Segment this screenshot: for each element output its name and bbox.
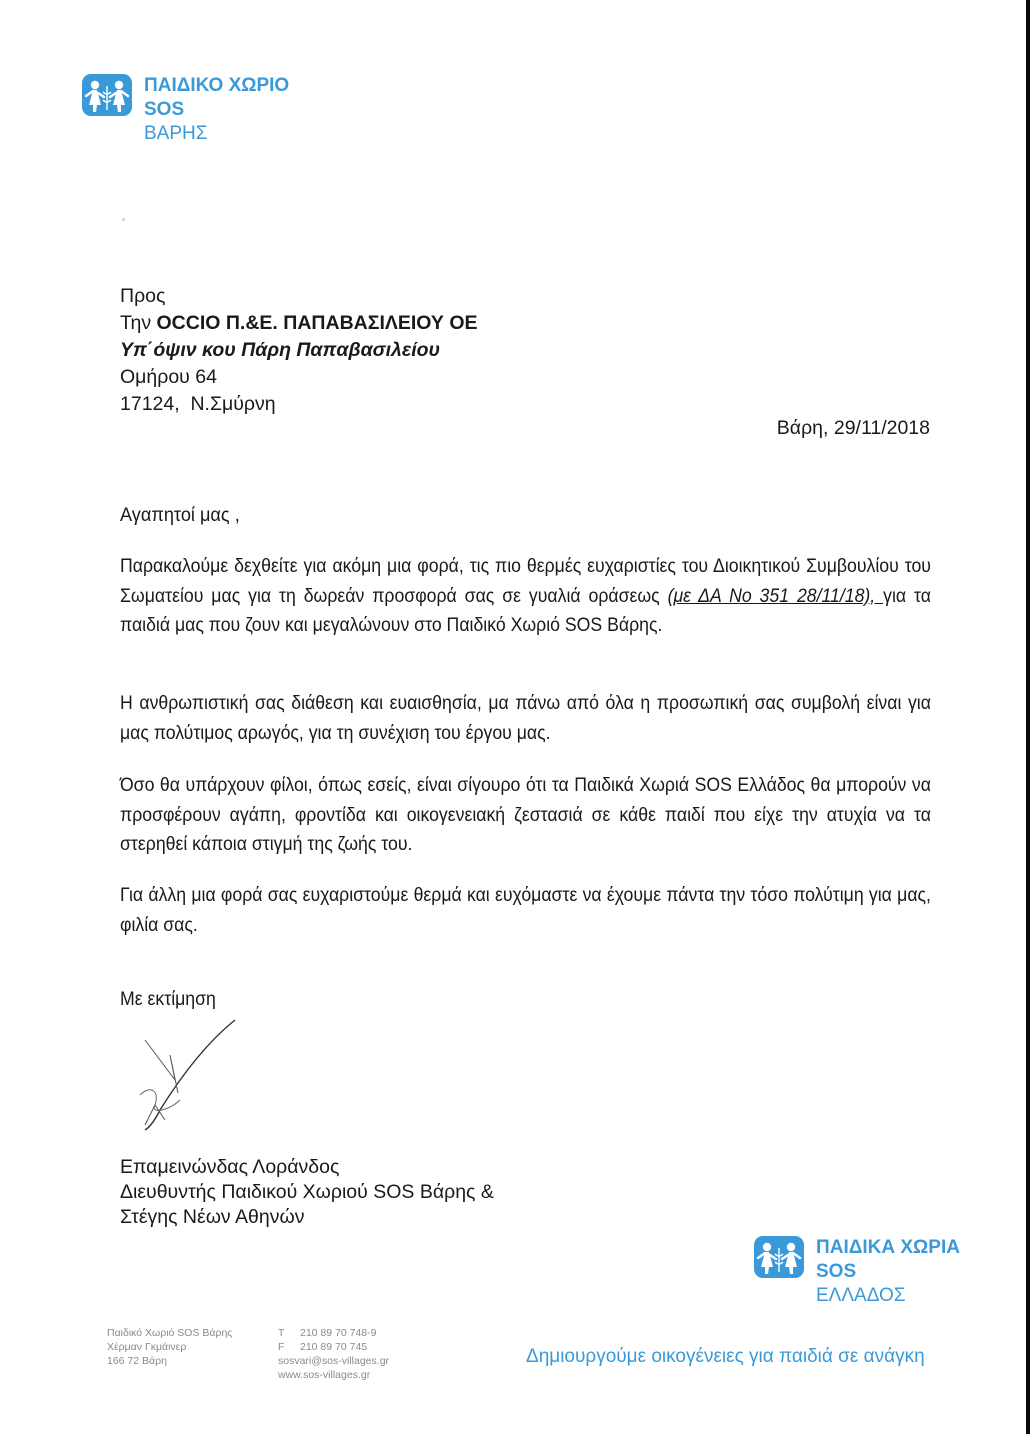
- logo-line-2: SOS: [816, 1261, 857, 1282]
- phone-label: T: [278, 1327, 285, 1339]
- header-logo: [82, 74, 289, 146]
- p1-reference: (με ΔΑ Νο 351 28/11/18),: [667, 585, 884, 607]
- signer-name: Επαμεινώνδας Λοράνδος: [120, 1156, 340, 1178]
- fax-number: 210 89 70 745: [300, 1341, 368, 1353]
- footer-address-line: Χέρμαν Γκμάινερ: [107, 1341, 187, 1353]
- recipient-attention: Υπ΄όψιν κου Πάρη Παπαβασιλείου: [120, 339, 441, 361]
- closing: Με εκτίμηση: [120, 989, 216, 1010]
- logo-line-2: SOS: [144, 99, 185, 120]
- footer-address-line: Παιδικό Χωριό SOS Βάρης: [107, 1327, 233, 1339]
- footer-logo: [754, 1236, 960, 1308]
- logo-line-3: ΒΑΡΗΣ: [144, 123, 208, 144]
- footer-logo-text: [816, 1236, 960, 1308]
- footer-slogan: Δημιουργούμε οικογένειες για παιδιά σε ανάγκη: [526, 1346, 925, 1367]
- body-paragraph-2: Η ανθρωπιστική σας διάθεση και ευαισθησία, μα πάνω από όλα η προσωπική σας συμβολή είναι για μας πολύτιμος αρωγός, για τη συνέχιση του έργου μας.: [120, 693, 931, 744]
- recipient-postal-city: 17124, Ν.Σμύρνη: [120, 393, 276, 415]
- footer-website[interactable]: www.sos-villages.gr: [278, 1369, 371, 1381]
- footer-contact: [278, 1326, 389, 1382]
- letter-date: Βάρη, 29/11/2018: [776, 417, 930, 439]
- recipient-company-prefix: Την: [120, 312, 157, 334]
- sos-children-logo-icon: [82, 74, 132, 116]
- scan-edge-bar: [1026, 0, 1030, 1434]
- body-paragraph-4: Για άλλη μια φορά σας ευχαριστούμε θερμά και ευχόμαστε να έχουμε πάντα την τόσο πολύτιμη για μας, φιλία σας.: [120, 885, 931, 936]
- footer-address: [107, 1326, 232, 1368]
- recipient-label: Προς: [120, 285, 166, 307]
- recipient-company: OCCIO Π.&Ε. ΠΑΠΑΒΑΣΙΛΕΙΟΥ ΟΕ: [156, 312, 478, 334]
- signer-title-2: Στέγης Νέων Αθηνών: [120, 1206, 305, 1228]
- fax-label: F: [278, 1341, 285, 1353]
- body-paragraph-1: [120, 552, 931, 641]
- salutation: Αγαπητοί μας ,: [120, 504, 240, 526]
- handwritten-signature: [130, 1015, 250, 1135]
- p1-text-before: Παρακαλούμε δεχθείτε για ακόμη μια φορά, τις πιο θερμές ευχαριστίες του Διοικητικού Συμβουλίου του Σωματείου μας για τη δωρεάν προσφορά σας σε γυαλιά οράσεως: [120, 556, 931, 607]
- signer-block: [120, 1155, 494, 1230]
- recipient-street: Ομήρου 64: [120, 366, 217, 388]
- footer-phone: [278, 1326, 389, 1340]
- signer-title-1: Διευθυντής Παιδικού Χωριού SOS Βάρης &: [120, 1181, 494, 1203]
- p1-text-after: για τα παιδιά μας που ζουν και μεγαλώνουν στο Παιδικό Χωριό SOS Βάρης.: [120, 585, 931, 636]
- body-paragraph-3: Όσο θα υπάρχουν φίλοι, όπως εσείς, είναι σίγουρο ότι τα Παιδικά Χωριά SOS Ελλάδος θα μπορούν να προσφέρουν αγάπη, φροντίδα και οικογενειακή ζεστασιά σε κάθε παιδί που είχε την ατυχία να τα στερηθεί κάποια στιγμή της ζωής του.: [120, 775, 931, 855]
- scan-speck: [122, 218, 125, 221]
- logo-line-3: ΕΛΛΑΔΟΣ: [816, 1285, 906, 1306]
- footer-address-line: 166 72 Βάρη: [107, 1355, 167, 1367]
- logo-line-1: ΠΑΙΔΙΚΟ ΧΩΡΙΟ: [144, 75, 290, 96]
- phone-number: 210 89 70 748-9: [300, 1327, 377, 1339]
- recipient-block: [120, 283, 478, 418]
- header-logo-text: [144, 74, 289, 146]
- footer-fax: [278, 1340, 389, 1354]
- sos-children-logo-icon: [754, 1236, 804, 1278]
- logo-line-1: ΠΑΙΔΙΚΑ ΧΩΡΙΑ: [816, 1237, 960, 1258]
- footer-email[interactable]: sosvari@sos-villages.gr: [278, 1355, 390, 1367]
- recipient-company-line: [120, 310, 478, 337]
